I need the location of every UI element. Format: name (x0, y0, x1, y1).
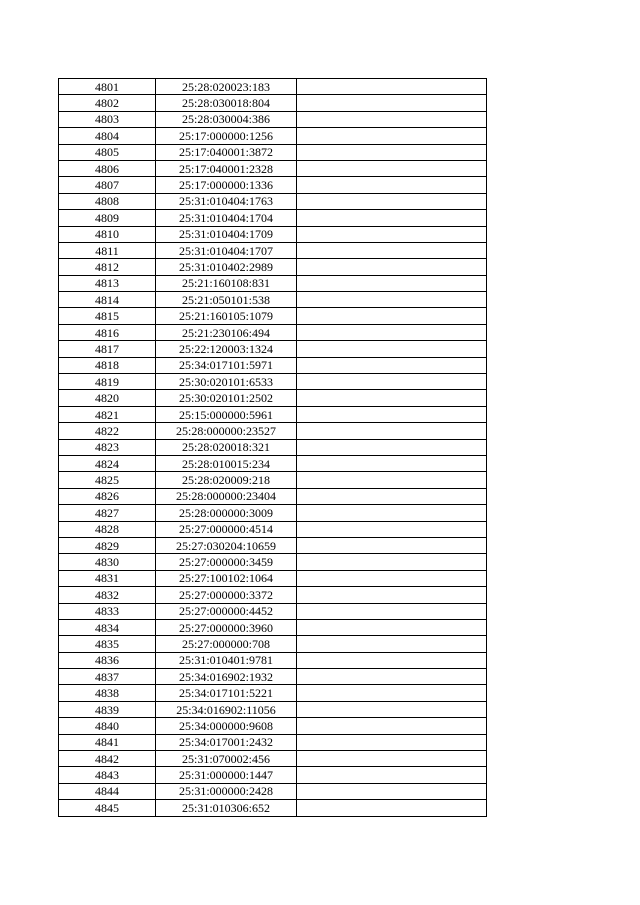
row-number-cell: 4818 (59, 357, 156, 373)
cadastral-number-cell: 25:31:010401:9781 (156, 652, 297, 668)
row-number-cell: 4836 (59, 652, 156, 668)
empty-cell (297, 800, 487, 816)
table-row (59, 390, 487, 406)
row-number-cell: 4803 (59, 111, 156, 127)
cadastral-number-cell: 25:28:030018:804 (156, 95, 297, 111)
table-row (59, 488, 487, 504)
row-number-cell: 4829 (59, 537, 156, 553)
empty-cell (297, 324, 487, 340)
table-row (59, 455, 487, 471)
empty-cell (297, 783, 487, 799)
table-row (59, 275, 487, 291)
row-number-cell: 4828 (59, 521, 156, 537)
table-row (59, 341, 487, 357)
table-row (59, 128, 487, 144)
cadastral-number-cell: 25:27:000000:708 (156, 636, 297, 652)
cadastral-number-cell: 25:17:040001:2328 (156, 160, 297, 176)
cadastral-number-cell: 25:31:010404:1763 (156, 193, 297, 209)
table-row (59, 570, 487, 586)
row-number-cell: 4810 (59, 226, 156, 242)
cadastral-number-cell: 25:31:000000:1447 (156, 767, 297, 783)
empty-cell (297, 423, 487, 439)
cadastral-number-cell: 25:34:017001:2432 (156, 734, 297, 750)
empty-cell (297, 521, 487, 537)
cadastral-number-cell: 25:28:020018:321 (156, 439, 297, 455)
cadastral-number-cell: 25:27:000000:3459 (156, 554, 297, 570)
empty-cell (297, 669, 487, 685)
empty-cell (297, 537, 487, 553)
cadastral-number-cell: 25:21:160105:1079 (156, 308, 297, 324)
table-row (59, 242, 487, 258)
cadastral-number-cell: 25:28:010015:234 (156, 455, 297, 471)
table-row (59, 374, 487, 390)
table-row (59, 734, 487, 750)
row-number-cell: 4835 (59, 636, 156, 652)
empty-cell (297, 554, 487, 570)
cadastral-number-cell: 25:27:000000:3960 (156, 619, 297, 635)
cadastral-number-cell: 25:15:000000:5961 (156, 406, 297, 422)
table-row (59, 210, 487, 226)
empty-cell (297, 374, 487, 390)
empty-cell (297, 128, 487, 144)
cadastral-number-cell: 25:21:050101:538 (156, 292, 297, 308)
empty-cell (297, 734, 487, 750)
row-number-cell: 4821 (59, 406, 156, 422)
table-row (59, 783, 487, 799)
empty-cell (297, 259, 487, 275)
empty-cell (297, 160, 487, 176)
empty-cell (297, 406, 487, 422)
row-number-cell: 4809 (59, 210, 156, 226)
cadastral-number-cell: 25:27:100102:1064 (156, 570, 297, 586)
empty-cell (297, 144, 487, 160)
empty-cell (297, 488, 487, 504)
row-number-cell: 4842 (59, 751, 156, 767)
row-number-cell: 4832 (59, 587, 156, 603)
empty-cell (297, 308, 487, 324)
row-number-cell: 4845 (59, 800, 156, 816)
cadastral-number-cell: 25:28:020009:218 (156, 472, 297, 488)
row-number-cell: 4807 (59, 177, 156, 193)
table-row (59, 669, 487, 685)
cadastral-number-cell: 25:22:120003:1324 (156, 341, 297, 357)
cadastral-number-cell: 25:31:010404:1709 (156, 226, 297, 242)
row-number-cell: 4814 (59, 292, 156, 308)
cadastral-number-cell: 25:21:160108:831 (156, 275, 297, 291)
cadastral-number-cell: 25:28:030004:386 (156, 111, 297, 127)
table-row (59, 439, 487, 455)
empty-cell (297, 275, 487, 291)
row-number-cell: 4802 (59, 95, 156, 111)
row-number-cell: 4812 (59, 259, 156, 275)
cadastral-number-cell: 25:31:000000:2428 (156, 783, 297, 799)
row-number-cell: 4831 (59, 570, 156, 586)
table-row (59, 95, 487, 111)
empty-cell (297, 455, 487, 471)
cadastral-number-cell: 25:17:000000:1336 (156, 177, 297, 193)
row-number-cell: 4833 (59, 603, 156, 619)
row-number-cell: 4806 (59, 160, 156, 176)
row-number-cell: 4823 (59, 439, 156, 455)
cadastral-number-cell: 25:31:010306:652 (156, 800, 297, 816)
row-number-cell: 4841 (59, 734, 156, 750)
row-number-cell: 4839 (59, 701, 156, 717)
table-row (59, 751, 487, 767)
row-number-cell: 4820 (59, 390, 156, 406)
row-number-cell: 4822 (59, 423, 156, 439)
empty-cell (297, 718, 487, 734)
table-row (59, 587, 487, 603)
row-number-cell: 4838 (59, 685, 156, 701)
empty-cell (297, 685, 487, 701)
empty-cell (297, 505, 487, 521)
empty-cell (297, 177, 487, 193)
empty-cell (297, 193, 487, 209)
row-number-cell: 4825 (59, 472, 156, 488)
registry-table (58, 78, 487, 817)
row-number-cell: 4801 (59, 79, 156, 95)
table-row (59, 537, 487, 553)
table-row (59, 603, 487, 619)
row-number-cell: 4830 (59, 554, 156, 570)
cadastral-number-cell: 25:31:010404:1707 (156, 242, 297, 258)
row-number-cell: 4843 (59, 767, 156, 783)
table-row (59, 193, 487, 209)
row-number-cell: 4819 (59, 374, 156, 390)
row-number-cell: 4805 (59, 144, 156, 160)
cadastral-number-cell: 25:28:000000:23527 (156, 423, 297, 439)
empty-cell (297, 603, 487, 619)
row-number-cell: 4837 (59, 669, 156, 685)
table-row (59, 505, 487, 521)
empty-cell (297, 570, 487, 586)
cadastral-number-cell: 25:28:000000:23404 (156, 488, 297, 504)
cadastral-number-cell: 25:30:020101:2502 (156, 390, 297, 406)
row-number-cell: 4808 (59, 193, 156, 209)
cadastral-number-cell: 25:17:040001:3872 (156, 144, 297, 160)
cadastral-number-cell: 25:34:000000:9608 (156, 718, 297, 734)
table-row (59, 767, 487, 783)
empty-cell (297, 79, 487, 95)
row-number-cell: 4826 (59, 488, 156, 504)
cadastral-number-cell: 25:28:000000:3009 (156, 505, 297, 521)
cadastral-number-cell: 25:34:017101:5971 (156, 357, 297, 373)
empty-cell (297, 439, 487, 455)
table-row (59, 685, 487, 701)
row-number-cell: 4827 (59, 505, 156, 521)
row-number-cell: 4815 (59, 308, 156, 324)
row-number-cell: 4816 (59, 324, 156, 340)
empty-cell (297, 341, 487, 357)
empty-cell (297, 701, 487, 717)
empty-cell (297, 292, 487, 308)
cadastral-number-cell: 25:27:000000:4514 (156, 521, 297, 537)
row-number-cell: 4813 (59, 275, 156, 291)
table-row (59, 177, 487, 193)
empty-cell (297, 357, 487, 373)
registry-table-body (59, 79, 487, 817)
cadastral-number-cell: 25:27:000000:4452 (156, 603, 297, 619)
table-row (59, 160, 487, 176)
row-number-cell: 4804 (59, 128, 156, 144)
table-row (59, 701, 487, 717)
row-number-cell: 4844 (59, 783, 156, 799)
cadastral-number-cell: 25:27:030204:10659 (156, 537, 297, 553)
cadastral-number-cell: 25:17:000000:1256 (156, 128, 297, 144)
cadastral-number-cell: 25:34:016902:11056 (156, 701, 297, 717)
table-row (59, 652, 487, 668)
empty-cell (297, 242, 487, 258)
table-row (59, 619, 487, 635)
table-row (59, 423, 487, 439)
empty-cell (297, 619, 487, 635)
table-row (59, 324, 487, 340)
cadastral-number-cell: 25:34:017101:5221 (156, 685, 297, 701)
table-row (59, 406, 487, 422)
empty-cell (297, 652, 487, 668)
empty-cell (297, 767, 487, 783)
table-row (59, 554, 487, 570)
table-row (59, 259, 487, 275)
empty-cell (297, 636, 487, 652)
empty-cell (297, 472, 487, 488)
cadastral-number-cell: 25:34:016902:1932 (156, 669, 297, 685)
table-row (59, 521, 487, 537)
table-row (59, 292, 487, 308)
table-row (59, 79, 487, 95)
empty-cell (297, 210, 487, 226)
row-number-cell: 4824 (59, 455, 156, 471)
row-number-cell: 4811 (59, 242, 156, 258)
row-number-cell: 4840 (59, 718, 156, 734)
table-row (59, 800, 487, 816)
cadastral-number-cell: 25:27:000000:3372 (156, 587, 297, 603)
table-row (59, 144, 487, 160)
row-number-cell: 4834 (59, 619, 156, 635)
cadastral-number-cell: 25:31:010402:2989 (156, 259, 297, 275)
cadastral-number-cell: 25:21:230106:494 (156, 324, 297, 340)
table-row (59, 111, 487, 127)
table-row (59, 308, 487, 324)
empty-cell (297, 587, 487, 603)
table-row (59, 226, 487, 242)
table-row (59, 636, 487, 652)
cadastral-number-cell: 25:31:010404:1704 (156, 210, 297, 226)
row-number-cell: 4817 (59, 341, 156, 357)
table-row (59, 472, 487, 488)
empty-cell (297, 751, 487, 767)
empty-cell (297, 390, 487, 406)
empty-cell (297, 111, 487, 127)
cadastral-number-cell: 25:30:020101:6533 (156, 374, 297, 390)
table-row (59, 718, 487, 734)
empty-cell (297, 226, 487, 242)
cadastral-number-cell: 25:31:070002:456 (156, 751, 297, 767)
table-row (59, 357, 487, 373)
empty-cell (297, 95, 487, 111)
cadastral-number-cell: 25:28:020023:183 (156, 79, 297, 95)
